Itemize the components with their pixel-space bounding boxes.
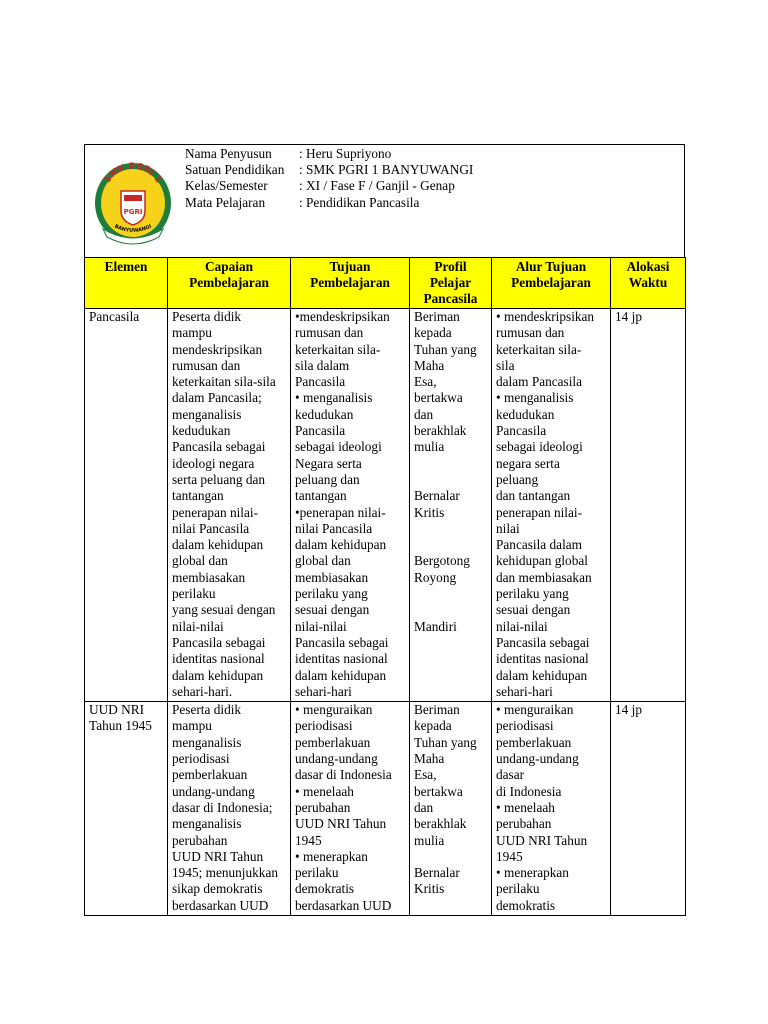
cell-line: 1945 bbox=[496, 848, 523, 864]
cell-line: perilaku bbox=[172, 586, 216, 602]
cell-line: dalam Pancasila; bbox=[172, 390, 262, 406]
cell-line: undang-undang bbox=[496, 751, 579, 767]
cell-line: perilaku yang bbox=[496, 586, 569, 602]
cell-line: • menerapkan bbox=[496, 865, 569, 881]
cell-line: nilai-nilai bbox=[172, 618, 224, 634]
cell-line: pemberlakuan bbox=[496, 734, 572, 750]
cell-line: Pancasila sebagai bbox=[172, 634, 266, 650]
cell-line: dalam Pancasila bbox=[496, 374, 583, 390]
cell-line: keterkaitan sila-sila bbox=[172, 374, 276, 390]
cell-line: 14 jp bbox=[615, 309, 642, 324]
cell-line: sehari-hari. bbox=[172, 683, 233, 699]
cell-line: nilai Pancasila bbox=[295, 520, 373, 536]
cell-line: perubahan bbox=[172, 832, 228, 848]
cell-line: Pancasila dalam bbox=[496, 537, 583, 553]
cell-profil bbox=[410, 309, 492, 702]
cell-line: kepada bbox=[414, 718, 452, 734]
cell-line: Bergotong bbox=[414, 553, 470, 569]
cell-line: rumusan dan bbox=[295, 325, 364, 341]
document-info bbox=[185, 146, 473, 211]
cell-line: periodisasi bbox=[295, 718, 353, 734]
cell-line: mulia bbox=[414, 832, 445, 848]
cell-line: pemberlakuan bbox=[172, 767, 248, 783]
table-header-row bbox=[85, 258, 686, 309]
cell-line: perubahan bbox=[496, 816, 552, 832]
cell-line: nilai-nilai bbox=[496, 618, 548, 634]
cell-line: • menelaah bbox=[295, 783, 354, 799]
info-label: Satuan Pendidikan bbox=[185, 162, 285, 178]
cell-line: ideologi negara bbox=[172, 455, 255, 471]
column-header-line: Profil bbox=[434, 259, 467, 274]
cell-line: nilai-nilai bbox=[295, 618, 347, 634]
cell-elemen bbox=[85, 309, 168, 702]
cell-tujuan bbox=[291, 309, 410, 702]
info-value: : XI / Fase F / Ganjil - Genap bbox=[299, 178, 455, 194]
info-value: : Heru Supriyono bbox=[299, 146, 392, 161]
cell-tujuan bbox=[291, 702, 410, 916]
cell-line: Royong bbox=[414, 569, 457, 585]
cell-line: membiasakan bbox=[295, 569, 369, 585]
cell-line: 1945 bbox=[295, 832, 322, 848]
cell-line bbox=[414, 472, 488, 488]
cell-line: membiasakan bbox=[172, 569, 246, 585]
column-header-line: Alokasi bbox=[626, 259, 670, 274]
cell-line: Negara serta bbox=[295, 455, 362, 471]
cell-line: negara serta bbox=[496, 455, 560, 471]
column-header-line: Pembelajaran bbox=[511, 275, 591, 290]
cell-line: Pancasila bbox=[295, 374, 346, 390]
cell-line: berdasarkan UUD bbox=[172, 897, 269, 913]
cell-line: sehari-hari bbox=[295, 683, 352, 699]
cell-line: dan membiasakan bbox=[496, 569, 592, 585]
column-header-alur bbox=[492, 258, 611, 309]
cell-line: global dan bbox=[172, 553, 228, 569]
table-row bbox=[85, 309, 686, 702]
cell-line bbox=[414, 537, 488, 553]
cell-line: dasar di Indonesia bbox=[295, 767, 392, 783]
column-header-elemen bbox=[85, 258, 168, 309]
info-row bbox=[185, 146, 473, 162]
document-header bbox=[84, 144, 685, 257]
cell-line: rumusan dan bbox=[172, 357, 241, 373]
cell-line: nilai Pancasila bbox=[172, 520, 250, 536]
cell-line: Beriman bbox=[414, 309, 460, 324]
cell-line: dalam kehidupan bbox=[295, 537, 387, 553]
cell-line: nilai bbox=[496, 520, 520, 536]
cell-line: Bernalar bbox=[414, 865, 460, 881]
cell-line: berakhlak bbox=[414, 423, 467, 439]
cell-line: kepada bbox=[414, 325, 452, 341]
cell-line: sebagai ideologi bbox=[496, 439, 583, 455]
cell-line: UUD NRI Tahun bbox=[172, 848, 264, 864]
cell-line: Tahun 1945 bbox=[89, 718, 152, 734]
cell-line: peluang dan bbox=[295, 471, 360, 487]
cell-capaian bbox=[168, 309, 291, 702]
cell-line: Kritis bbox=[414, 504, 445, 520]
cell-line: sesuai dengan bbox=[295, 602, 370, 618]
cell-line: • menganalisis bbox=[295, 390, 373, 406]
cell-line: yang sesuai dengan bbox=[172, 602, 276, 618]
cell-line: dan bbox=[414, 406, 434, 422]
cell-line: Tuhan yang bbox=[414, 734, 477, 750]
column-header-line: Pembelajaran bbox=[310, 275, 390, 290]
cell-line: keterkaitan sila- bbox=[496, 341, 582, 357]
cell-line: dalam kehidupan bbox=[172, 667, 264, 683]
cell-line: • menguraikan bbox=[295, 702, 373, 718]
cell-line: global dan bbox=[295, 553, 351, 569]
info-label: Mata Pelajaran bbox=[185, 194, 266, 210]
cell-line: Tuhan yang bbox=[414, 341, 477, 357]
cell-line: Pancasila bbox=[89, 309, 140, 324]
cell-line: sikap demokratis bbox=[172, 881, 263, 897]
table-row bbox=[85, 702, 686, 916]
cell-line: Peserta didik bbox=[172, 309, 242, 324]
cell-line: perilaku yang bbox=[295, 586, 368, 602]
cell-elemen bbox=[85, 702, 168, 916]
cell-line: sila dalam bbox=[295, 357, 350, 373]
cell-line: undang-undang bbox=[295, 751, 378, 767]
cell-line: keterkaitan sila- bbox=[295, 341, 381, 357]
cell-line: perilaku bbox=[295, 865, 339, 881]
cell-line: Pancasila bbox=[496, 423, 547, 439]
cell-line: 1945; menunjukkan bbox=[172, 865, 278, 881]
cell-line: demokratis bbox=[496, 897, 556, 913]
column-header-tujuan bbox=[291, 258, 410, 309]
cell-line bbox=[414, 602, 488, 618]
cell-line: menganalisis bbox=[172, 406, 242, 422]
info-label: Kelas/Semester bbox=[185, 178, 268, 194]
cell-line: periodisasi bbox=[172, 751, 230, 767]
cell-line: • mendeskripsikan bbox=[496, 309, 595, 324]
cell-line bbox=[414, 521, 488, 537]
cell-line: dasar bbox=[496, 767, 525, 783]
column-header-capaian bbox=[168, 258, 291, 309]
logo-bottom-text: BANYUWANGI bbox=[113, 223, 153, 234]
cell-line: Esa, bbox=[414, 767, 437, 783]
column-header-line: Capaian bbox=[204, 259, 254, 274]
cell-line: mampu bbox=[172, 325, 212, 341]
info-value: : Pendidikan Pancasila bbox=[299, 194, 420, 210]
column-header-line: Pembelajaran bbox=[189, 275, 269, 290]
cell-line: sebagai ideologi bbox=[295, 439, 382, 455]
cell-line: Bernalar bbox=[414, 488, 460, 504]
cell-line: • menerapkan bbox=[295, 848, 368, 864]
logo-top-text: SMK PGRI 1 bbox=[102, 161, 164, 185]
info-label: Nama Penyusun bbox=[185, 146, 272, 161]
cell-line: Esa, bbox=[414, 374, 437, 390]
cell-line: penerapan nilai- bbox=[496, 504, 583, 520]
cell-line: perilaku bbox=[496, 881, 540, 897]
cell-line: peluang bbox=[496, 471, 539, 487]
cell-alur bbox=[492, 702, 611, 916]
cell-line: rumusan dan bbox=[496, 325, 565, 341]
cell-line: dalam kehidupan bbox=[496, 667, 588, 683]
cell-line: bertakwa bbox=[414, 783, 463, 799]
cell-line: UUD NRI Tahun bbox=[496, 832, 588, 848]
cell-line: Mandiri bbox=[414, 618, 457, 634]
cell-line: •mendeskripsikan bbox=[295, 309, 390, 324]
info-row bbox=[185, 162, 473, 178]
cell-line: kedudukan bbox=[295, 406, 354, 422]
cell-line: mampu bbox=[172, 718, 212, 734]
cell-line: • menelaah bbox=[496, 799, 555, 815]
column-header-line: Tujuan bbox=[329, 259, 371, 274]
cell-line: menganalisis bbox=[172, 816, 242, 832]
curriculum-table bbox=[84, 257, 686, 916]
cell-line: Pancasila sebagai bbox=[295, 634, 389, 650]
cell-line: dalam kehidupan bbox=[295, 667, 387, 683]
cell-line: Maha bbox=[414, 751, 445, 767]
cell-line: berakhlak bbox=[414, 816, 467, 832]
cell-line: di Indonesia bbox=[496, 783, 562, 799]
cell-profil bbox=[410, 702, 492, 916]
cell-line: bertakwa bbox=[414, 390, 463, 406]
cell-line: Beriman bbox=[414, 702, 460, 718]
cell-line: undang-undang bbox=[172, 783, 255, 799]
cell-line: dasar di Indonesia; bbox=[172, 799, 273, 815]
column-header-line: Waktu bbox=[628, 275, 668, 290]
column-header-line: Pancasila bbox=[423, 291, 478, 306]
cell-line: Pancasila sebagai bbox=[172, 439, 266, 455]
cell-line: • menganalisis bbox=[496, 390, 574, 406]
column-header-line: Alur Tujuan bbox=[515, 259, 587, 274]
cell-line: menganalisis bbox=[172, 734, 242, 750]
school-logo bbox=[93, 151, 173, 251]
cell-line: • menguraikan bbox=[496, 702, 574, 718]
cell-capaian bbox=[168, 702, 291, 916]
cell-line bbox=[414, 849, 488, 865]
cell-line: tantangan bbox=[295, 488, 347, 504]
cell-line: dalam kehidupan bbox=[172, 537, 264, 553]
column-header-line: Pelajar bbox=[429, 275, 472, 290]
cell-alokasi bbox=[611, 702, 686, 916]
cell-line: Peserta didik bbox=[172, 702, 242, 718]
cell-line: demokratis bbox=[295, 881, 355, 897]
cell-line: 14 jp bbox=[615, 702, 642, 718]
cell-line bbox=[414, 586, 488, 602]
cell-line: berdasarkan UUD bbox=[295, 897, 392, 913]
cell-line: identitas nasional bbox=[172, 651, 265, 667]
cell-line: tantangan bbox=[172, 488, 224, 504]
cell-line: Pancasila sebagai bbox=[496, 634, 590, 650]
info-value: : SMK PGRI 1 BANYUWANGI bbox=[299, 162, 474, 178]
cell-line: identitas nasional bbox=[295, 651, 388, 667]
cell-line: sehari-hari bbox=[496, 683, 553, 699]
cell-line: perubahan bbox=[295, 799, 351, 815]
cell-line bbox=[414, 456, 488, 472]
cell-line: Kritis bbox=[414, 881, 445, 897]
cell-alokasi bbox=[611, 309, 686, 702]
cell-line: periodisasi bbox=[496, 718, 554, 734]
document bbox=[84, 144, 685, 916]
cell-alur bbox=[492, 309, 611, 702]
cell-line: serta peluang dan bbox=[172, 471, 266, 487]
cell-line: UUD NRI Tahun bbox=[295, 816, 387, 832]
cell-line: mulia bbox=[414, 439, 445, 455]
cell-line: Pancasila bbox=[295, 423, 346, 439]
column-header-alokasi bbox=[611, 258, 686, 309]
cell-line: pemberlakuan bbox=[295, 734, 371, 750]
cell-line: UUD NRI bbox=[89, 702, 145, 718]
info-row bbox=[185, 178, 473, 194]
column-header-line: Elemen bbox=[104, 259, 148, 274]
cell-line: sila bbox=[496, 357, 515, 373]
cell-line: kehidupan global bbox=[496, 553, 588, 569]
cell-line: mendeskripsikan bbox=[172, 341, 263, 357]
cell-line: •penerapan nilai- bbox=[295, 504, 386, 520]
cell-line: identitas nasional bbox=[496, 651, 589, 667]
column-header-profil bbox=[410, 258, 492, 309]
cell-line: dan bbox=[414, 799, 434, 815]
cell-line: penerapan nilai- bbox=[172, 504, 259, 520]
cell-line: Maha bbox=[414, 357, 445, 373]
cell-line: kedudukan bbox=[496, 406, 555, 422]
logo-badge-text: PGRI bbox=[123, 208, 143, 216]
info-row bbox=[185, 195, 473, 211]
cell-line: sesuai dengan bbox=[496, 602, 571, 618]
cell-line: kedudukan bbox=[172, 423, 231, 439]
cell-line: dan tantangan bbox=[496, 488, 571, 504]
